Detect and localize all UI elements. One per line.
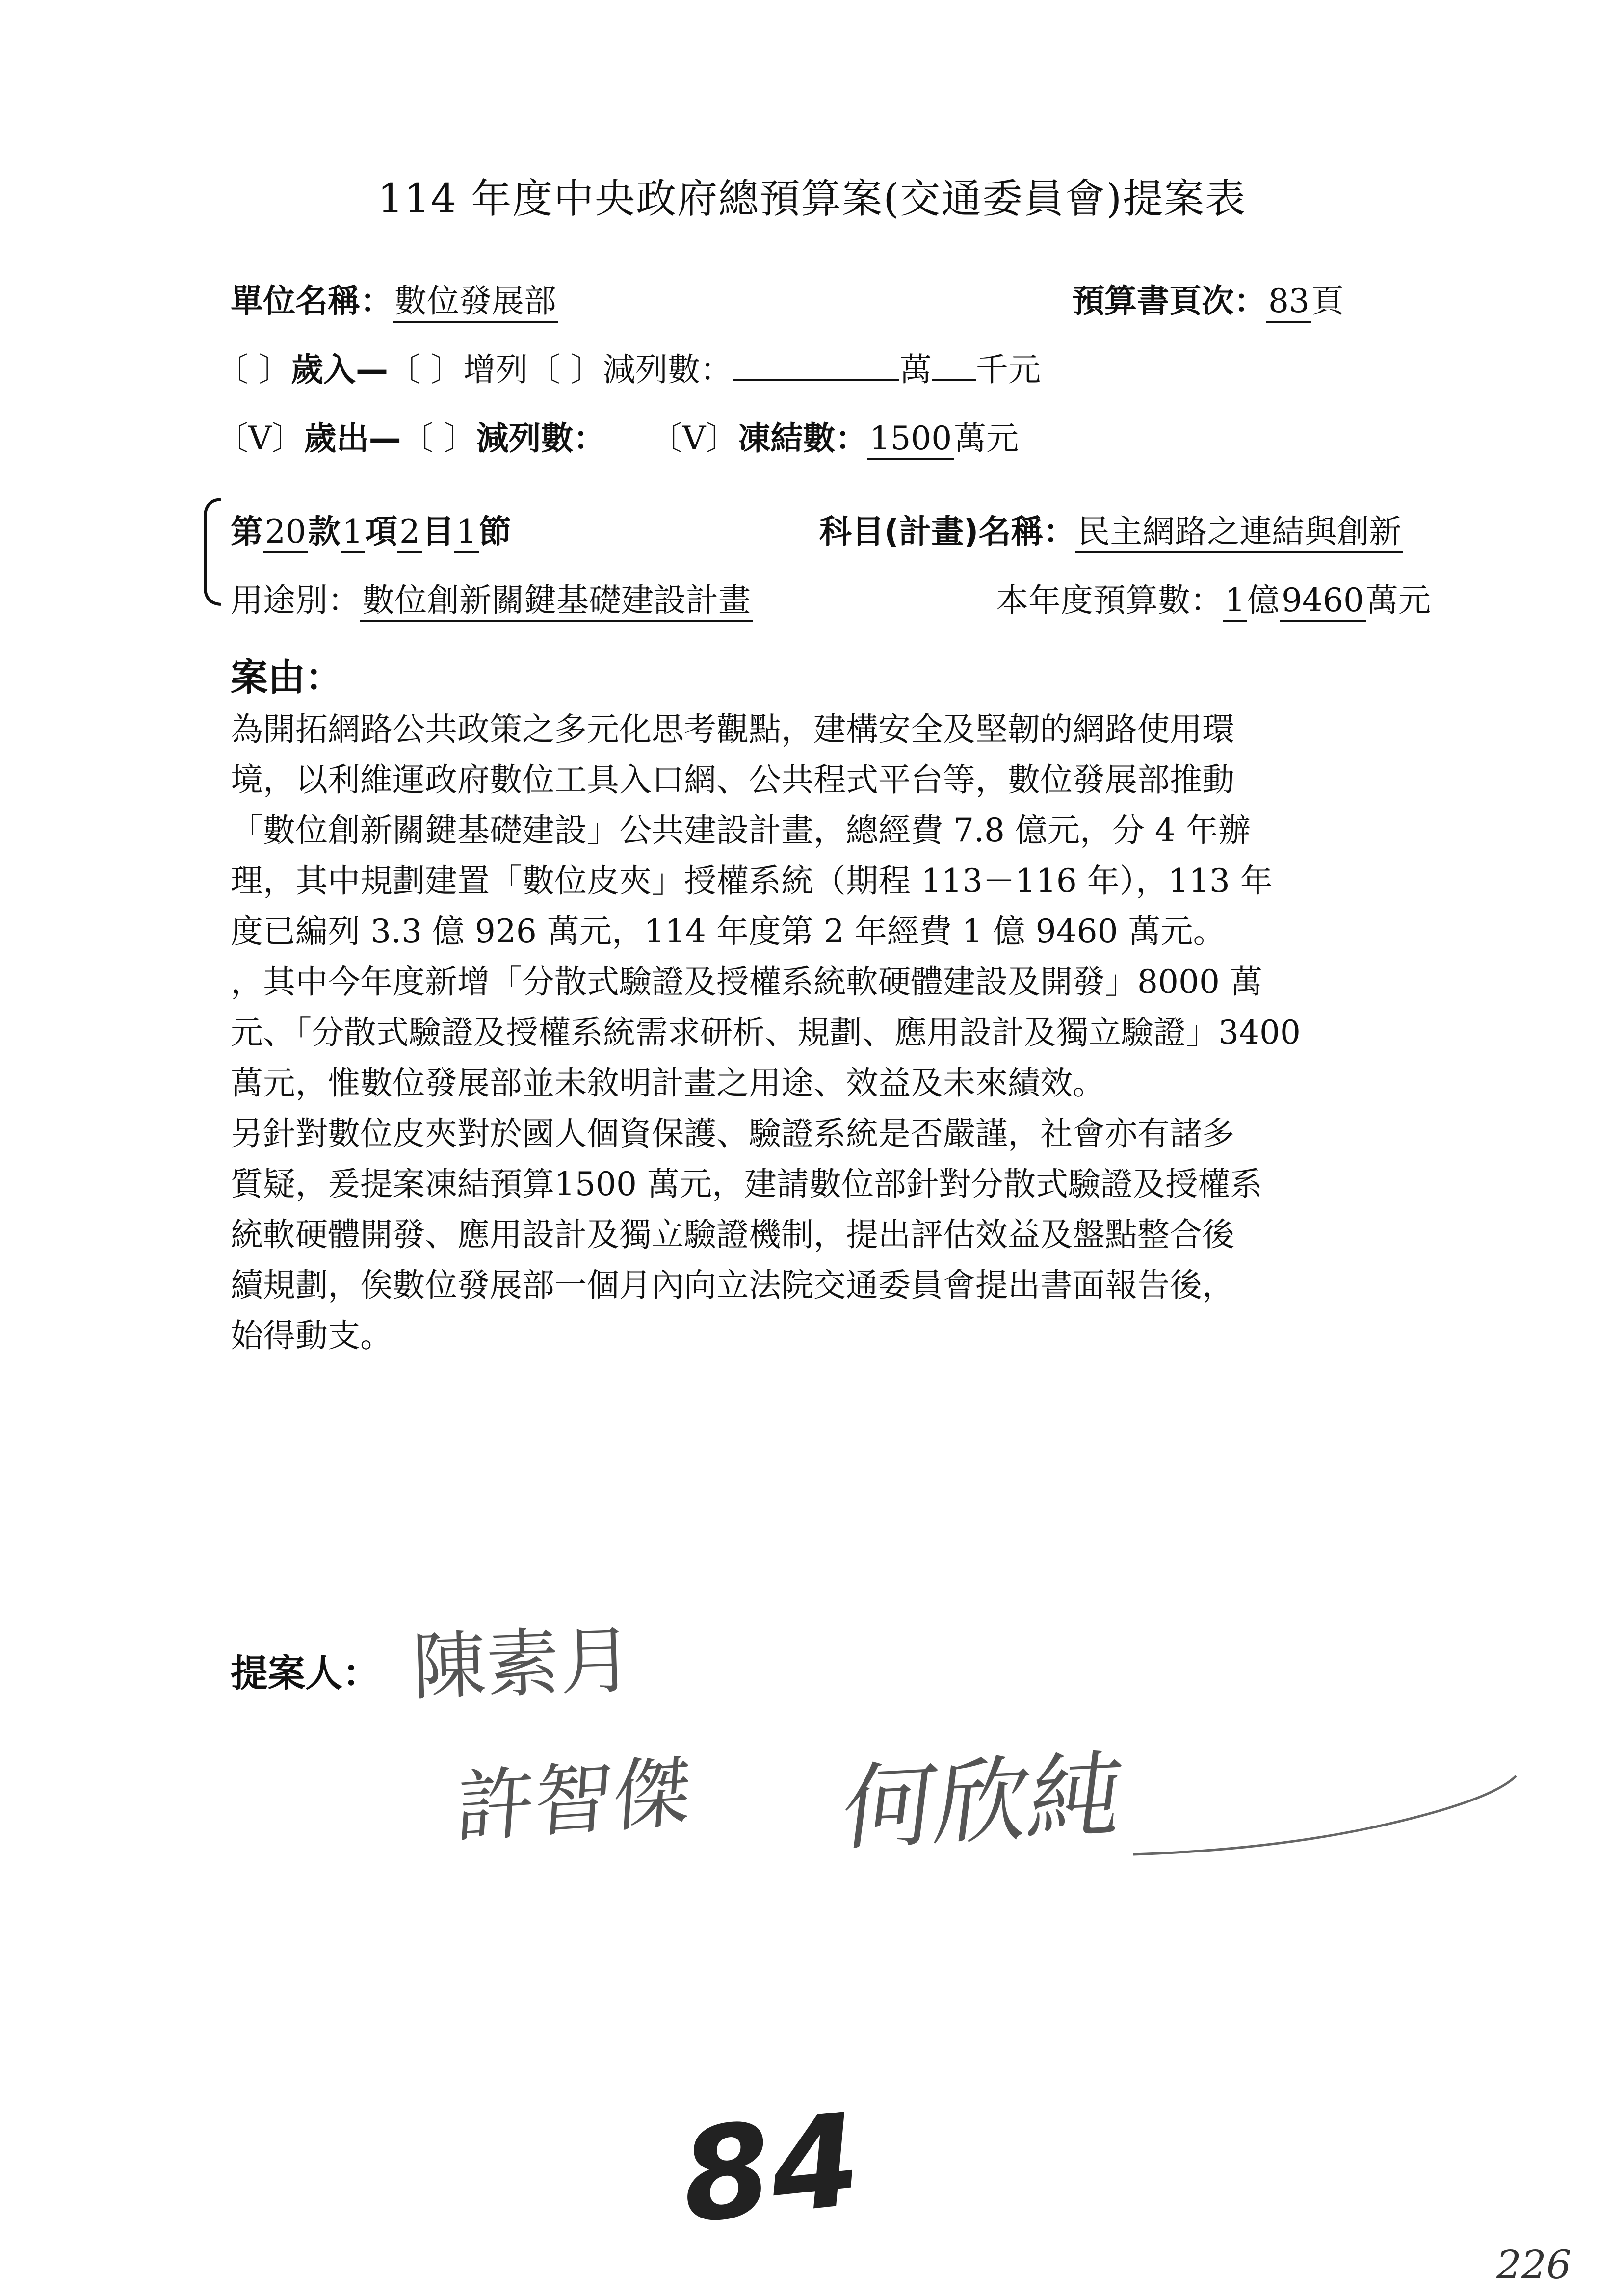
reason-line: 元、「分散式驗證及授權系統需求研析、規劃、應用設計及獨立驗證」3400 xyxy=(231,1014,1301,1051)
proposer-label: 提案人： xyxy=(231,1651,380,1695)
xiang-value: 1 xyxy=(341,513,365,553)
subject-row xyxy=(819,505,1403,552)
reason-body xyxy=(231,704,1438,1361)
document-title: 114 年度中央政府總預算案(交通委員會)提案表 xyxy=(377,176,1247,222)
revenue-thousand: 千元 xyxy=(975,351,1041,389)
signature-2: 許智傑 xyxy=(453,1745,695,1854)
expense-line xyxy=(216,412,1019,459)
page-unit: 頁 xyxy=(1311,282,1344,320)
freeze-label: 凍結數： xyxy=(738,419,868,457)
budget-yi-unit: 億 xyxy=(1247,581,1280,619)
mu-value: 2 xyxy=(397,513,422,553)
handwritten-page-number: 84 xyxy=(675,2086,867,2252)
increase-label: 增列 xyxy=(463,351,528,389)
increase-bracket: 〔 〕 xyxy=(388,351,463,389)
reason-line: 「數位創新關鍵基礎建設」公共建設計畫，總經費 7.8 億元，分 4 年辦 xyxy=(231,811,1251,849)
freeze-unit: 萬元 xyxy=(954,419,1019,457)
budget-row xyxy=(996,574,1431,621)
revenue-amount-blank xyxy=(733,349,899,381)
expense-label: 歲出— xyxy=(304,419,401,457)
kuan-value: 20 xyxy=(263,513,308,553)
classification-line xyxy=(231,505,511,552)
unit-row xyxy=(231,275,558,321)
expense-decrease-label: 減列數： xyxy=(476,419,606,457)
reason-heading: 案由： xyxy=(231,655,342,699)
budget-wan-unit: 萬元 xyxy=(1365,581,1431,619)
freeze-bracket: 〔V〕 xyxy=(650,419,738,457)
xiang-label: 項 xyxy=(365,513,397,550)
budget-label: 本年度預算數： xyxy=(996,581,1223,619)
reason-line: 質疑，爰提案凍結預算1500 萬元，建請數位部針對分散式驗證及授權系 xyxy=(231,1165,1262,1203)
page-ref-row xyxy=(1072,275,1344,321)
revenue-wan: 萬 xyxy=(899,351,932,389)
reason-line: 統軟硬體開發、應用設計及獨立驗證機制，提出評估效益及盤點整合後 xyxy=(231,1216,1234,1253)
reason-line: ，其中今年度新增「分散式驗證及授權系統軟硬體建設及開發」8000 萬 xyxy=(231,963,1262,1001)
revenue-line xyxy=(216,343,1041,390)
revenue-thousand-blank xyxy=(932,349,976,381)
kuan-label: 款 xyxy=(308,513,341,550)
expense-bracket: 〔V〕 xyxy=(216,419,304,457)
corner-page-number: 226 xyxy=(1496,2242,1572,2288)
mu-label: 目 xyxy=(421,513,454,550)
revenue-bracket: 〔 〕 xyxy=(216,351,291,389)
jie-value: 1 xyxy=(454,513,479,553)
signature-3: 何欣純 xyxy=(836,1740,1129,1864)
reason-line: 境，以利維運政府數位工具入口網、公共程式平台等，數位發展部推動 xyxy=(231,761,1234,799)
subject-value: 民主網路之連結與創新 xyxy=(1075,513,1403,553)
reason-line: 理，其中規劃建置「數位皮夾」授權系統（期程 113－116 年），113 年 xyxy=(231,862,1273,900)
signature-1: 陳素月 xyxy=(411,1618,635,1711)
reason-line: 萬元，惟數位發展部並未敘明計畫之用途、效益及未來績效。 xyxy=(231,1064,1105,1102)
di-label: 第 xyxy=(231,513,263,550)
unit-value: 數位發展部 xyxy=(393,282,558,323)
reason-line: 續規劃，俟數位發展部一個月內向立法院交通委員會提出書面報告後， xyxy=(231,1266,1234,1304)
revenue-label: 歲入— xyxy=(290,351,388,389)
jie-label: 節 xyxy=(478,513,511,550)
page-value: 83 xyxy=(1266,282,1311,323)
reason-line: 另針對數位皮夾對於國人個資保護、驗證系統是否嚴謹，社會亦有諸多 xyxy=(231,1115,1234,1152)
page-label: 預算書頁次： xyxy=(1072,282,1266,320)
use-value: 數位創新關鍵基礎建設計畫 xyxy=(360,581,753,622)
budget-yi: 1 xyxy=(1223,581,1247,622)
reason-line: 為開拓網路公共政策之多元化思考觀點，建構安全及堅韌的網路使用環 xyxy=(231,710,1234,748)
unit-label: 單位名稱： xyxy=(231,282,393,320)
revenue-decrease-label: 減列數： xyxy=(602,351,733,389)
use-row xyxy=(231,574,753,621)
use-label: 用途別： xyxy=(231,581,360,619)
reason-line: 始得動支。 xyxy=(231,1317,393,1355)
signature-flourish xyxy=(1128,1766,1521,1864)
classification-brace xyxy=(196,496,226,608)
expense-decrease-bracket: 〔 〕 xyxy=(401,419,476,457)
budget-wan: 9460 xyxy=(1280,581,1366,622)
freeze-value: 1500 xyxy=(867,419,954,460)
subject-label: 科目(計畫)名稱： xyxy=(819,513,1076,550)
decrease-bracket: 〔 〕 xyxy=(527,351,603,389)
reason-line: 度已編列 3.3 億 926 萬元，114 年度第 2 年經費 1 億 9460 萬元。 xyxy=(231,913,1226,950)
